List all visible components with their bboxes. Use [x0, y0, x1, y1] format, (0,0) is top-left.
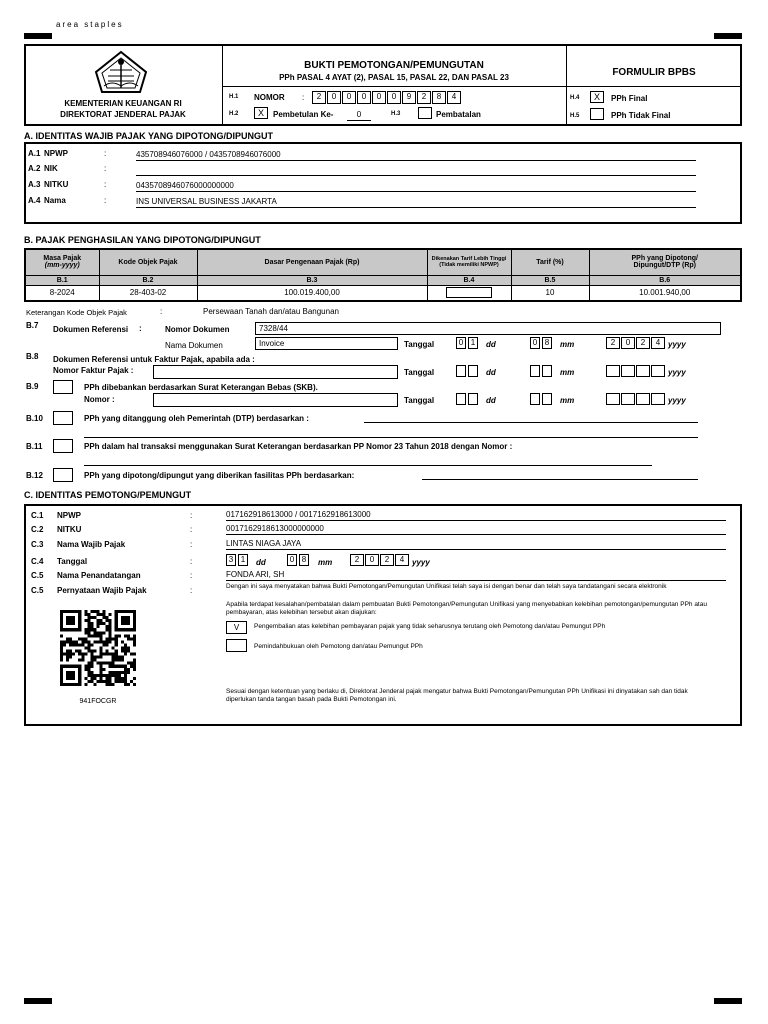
dd-label: dd	[486, 340, 496, 349]
pembetulan-underline	[347, 120, 371, 121]
section-c-underline	[226, 520, 726, 521]
section-a-value: 0435708946076000000000	[136, 181, 234, 190]
date-dd-digit[interactable]	[468, 365, 478, 377]
c5-code: C.5	[31, 571, 44, 580]
col-pph-header: PPh yang Dipotong/ Dipungut/DTP (Rp)	[589, 249, 741, 275]
option1-mark: V	[233, 623, 240, 632]
pph-tidak-final-checkbox[interactable]	[590, 108, 604, 120]
c4-label: Tanggal	[57, 557, 88, 566]
pembatalan-checkbox[interactable]	[418, 107, 432, 119]
yyyy-label: yyyy	[668, 396, 686, 405]
c4-yyyy-digit[interactable]: 0	[365, 554, 379, 566]
c4-yyyy-digit[interactable]: 2	[380, 554, 394, 566]
date-mm-digit[interactable]	[530, 393, 540, 405]
footer-note: Sesuai dengan ketentuan yang berlaku di, Direktorat Jenderal pajak mengatur bahwa Bukti Pemotongan/Pemungutan PPh Unifikasi ini dinyatakan sah dan tidak diperlukan tanda tangan basah pada Bukti Pemotongan ini.	[226, 688, 688, 703]
yyyy-label: yyyy	[412, 558, 430, 567]
section-c-label: Nama Wajib Pajak	[57, 540, 126, 549]
dasar-value: 100.019.400,00	[197, 285, 427, 301]
c4-yyyy-digit[interactable]: 4	[395, 554, 409, 566]
masa-header-sub: (mm-yyyy)	[44, 262, 80, 270]
date-yyyy-digit[interactable]: 4	[651, 337, 665, 349]
date-yyyy-digit[interactable]	[621, 393, 635, 405]
nomor-label: NOMOR	[254, 93, 285, 102]
pph-final-mark: X	[593, 92, 600, 102]
date-yyyy-digit[interactable]	[606, 365, 620, 377]
date-dd-digit[interactable]: 1	[468, 337, 478, 349]
statement-1: Dengan ini saya menyatakan bahwa Bukti Pemotongan/Pemungutan Unifikasi telah saya isi dengan benar dan telah saya tandatangani secara elektronik	[226, 583, 667, 590]
c5-label: Nama Penandatangan	[57, 571, 141, 580]
mm-label: mm	[560, 396, 575, 405]
dikenakan-checkbox[interactable]	[446, 287, 492, 298]
tax-table-header-row	[25, 249, 741, 275]
b12-line	[422, 479, 698, 480]
date-yyyy-digit[interactable]	[606, 393, 620, 405]
nomor-digit: 0	[357, 91, 371, 104]
c5-value: FONDA ARI, SH	[226, 570, 285, 579]
keterangan-colon: :	[160, 307, 163, 316]
section-a-value: INS UNIVERSAL BUSINESS JAKARTA	[136, 197, 277, 206]
section-a-underline	[136, 191, 696, 192]
section-c-underline	[226, 534, 726, 535]
b8-text: Dokumen Referensi untuk Faktur Pajak, apabila ada :	[53, 355, 255, 364]
pph-final-label: PPh Final	[611, 94, 648, 103]
section-c-value: 0017162918613000000000	[226, 524, 324, 533]
dd-label: dd	[256, 558, 266, 567]
b10-checkbox[interactable]	[53, 411, 73, 425]
code-b4: B.4	[427, 275, 511, 285]
b11-checkbox[interactable]	[53, 439, 73, 453]
c5-underline	[226, 580, 726, 581]
nomor-digit: 0	[387, 91, 401, 104]
section-b-title: B. PAJAK PENGHASILAN YANG DIPOTONG/DIPUNGUT	[24, 235, 261, 245]
section-c-code: C.3	[31, 540, 44, 549]
b8-code: B.8	[26, 352, 39, 361]
staples-area-label: area staples	[56, 20, 124, 29]
section-a-code: A.2	[28, 164, 41, 173]
date-yyyy-digit[interactable]	[636, 365, 650, 377]
section-c-value: 017162918613000 / 0017162918613000	[226, 510, 371, 519]
tax-table-code-row	[25, 275, 741, 285]
date-yyyy-digit[interactable]	[636, 393, 650, 405]
nomor-dokumen-label: Nomor Dokumen	[165, 325, 230, 334]
statement-2: Apabila terdapat kesalahan/pembatalan dalam pembuatan Bukti Pemotongan/Pemungutan Unifikasi yang menyebabkan kelebihan pemotongan/pemungutan PPh atau pembayaran, atas kelebihan tersebut akan diajukan:	[226, 601, 707, 616]
b12-checkbox[interactable]	[53, 468, 73, 482]
date-yyyy-digit[interactable]	[621, 365, 635, 377]
h3-code: H.3	[391, 111, 401, 117]
b7-tanggal-label: Tanggal	[404, 340, 435, 349]
c5-colon: :	[190, 571, 193, 580]
h5-code: H.5	[570, 113, 580, 119]
dok-ref-colon: :	[139, 324, 142, 333]
b9-code: B.9	[26, 382, 39, 391]
kode-value: 28-403-02	[99, 285, 197, 301]
date-dd-digit[interactable]	[456, 365, 466, 377]
date-mm-digit[interactable]: 0	[530, 337, 540, 349]
nomor-digit: 0	[372, 91, 386, 104]
section-a-label: NPWP	[44, 149, 68, 158]
date-yyyy-digit[interactable]: 2	[636, 337, 650, 349]
option1-checkbox[interactable]	[226, 621, 247, 634]
mm-label: mm	[560, 340, 575, 349]
header-hline	[222, 86, 742, 87]
h2-code: H.2	[229, 111, 239, 117]
section-a-box	[24, 142, 742, 224]
pembetulan-label: Pembetulan Ke-	[273, 110, 334, 119]
dok-ref-label: Dokumen Referensi	[53, 325, 129, 334]
form-title: BUKTI PEMOTONGAN/PEMUNGUTAN	[304, 60, 484, 71]
section-a-colon: :	[104, 196, 107, 205]
section-c-code: C.2	[31, 525, 44, 534]
section-a-colon: :	[104, 149, 107, 158]
mm-label: mm	[318, 558, 333, 567]
pph-final-checkbox[interactable]	[590, 91, 604, 103]
option1-text: Pengembalian atas kelebihan pembayaran pajak yang tidak seharusnya terutang oleh Pemotong dan/atau Pemungut PPh	[254, 623, 606, 630]
section-c-underline	[226, 549, 726, 550]
nomor-digit: 0	[327, 91, 341, 104]
section-a-title: A. IDENTITAS WAJIB PAJAK YANG DIPOTONG/DIPUNGUT	[24, 131, 274, 141]
nama-dokumen-field[interactable]	[255, 337, 398, 350]
header-divider-left	[222, 44, 223, 126]
b9-text: PPh dibebankan berdasarkan Surat Keterangan Bebas (SKB).	[84, 383, 318, 392]
date-yyyy-digit[interactable]: 2	[606, 337, 620, 349]
section-c-code: C.1	[31, 511, 44, 520]
nama-dokumen-value: Invoice	[259, 339, 285, 348]
b11-code: B.11	[26, 442, 43, 451]
form-subtitle: PPh PASAL 4 AYAT (2), PASAL 15, PASAL 22, DAN PASAL 23	[279, 73, 509, 82]
date-dd-digit[interactable]	[468, 393, 478, 405]
agency-name-line2: DIREKTORAT JENDERAL PAJAK	[60, 110, 186, 119]
date-yyyy-digit[interactable]	[651, 393, 665, 405]
bottom-right-mark	[714, 998, 742, 1004]
c4-yyyy-digit[interactable]: 2	[350, 554, 364, 566]
nomor-digit: 9	[402, 91, 416, 104]
section-a-label: NIK	[44, 164, 58, 173]
b9-nomor-label: Nomor :	[84, 395, 115, 404]
masa-header-label: Masa Pajak	[43, 255, 82, 263]
c6-label: Pernyataan Wajib Pajak	[57, 586, 147, 595]
b12-code: B.12	[26, 471, 43, 480]
pembatalan-label: Pembatalan	[436, 110, 481, 119]
h4-code: H.4	[570, 95, 580, 101]
code-b1: B.1	[25, 275, 99, 285]
nama-dokumen-label: Nama Dokumen	[165, 341, 223, 350]
form-code: FORMULIR BPBS	[612, 67, 696, 78]
nomor-colon: :	[302, 93, 305, 102]
col-dikenakan-header: Dikenakan Tarif Lebih Tinggi (Tidak memiliki NPWP)	[427, 249, 511, 275]
section-c-value: LINTAS NIAGA JAYA	[226, 539, 302, 548]
col-tarif-header: Tarif (%)	[511, 249, 589, 275]
c4-code: C.4	[31, 557, 44, 566]
date-mm-digit[interactable]	[542, 365, 552, 377]
col-masa-header	[25, 249, 99, 275]
b10-line	[364, 422, 698, 423]
b9-checkbox[interactable]	[53, 380, 73, 394]
keterangan-label: Keterangan Kode Objek Pajak	[26, 308, 127, 317]
nomor-digit: 2	[312, 91, 326, 104]
qr-code-icon	[60, 610, 136, 686]
section-a-value: 435708946076000 / 0435708946076000	[136, 150, 281, 159]
yyyy-label: yyyy	[668, 340, 686, 349]
b11-text: PPh dalam hal transaksi menggunakan Surat Keterangan berdasarkan PP Nomor 23 Tahun 2018 dengan Nomor :	[84, 442, 513, 451]
b10-line-2	[84, 437, 698, 438]
nomor-digit: 2	[417, 91, 431, 104]
section-c-label: NPWP	[57, 511, 81, 520]
dd-label: dd	[486, 396, 496, 405]
section-a-code: A.4	[28, 196, 41, 205]
section-a-code: A.3	[28, 180, 41, 189]
nomor-faktur-field[interactable]	[153, 365, 398, 379]
code-b6: B.6	[589, 275, 741, 285]
b9-nomor-field[interactable]	[153, 393, 398, 407]
c4-mm-digit[interactable]: 8	[299, 554, 309, 566]
section-a-colon: :	[104, 180, 107, 189]
nomor-faktur-label: Nomor Faktur Pajak :	[53, 366, 134, 375]
dikenakan-cell	[427, 285, 511, 301]
b11-line	[84, 465, 652, 466]
b7-code: B.7	[26, 321, 39, 330]
section-c-colon: :	[190, 540, 193, 549]
date-mm-digit[interactable]	[530, 365, 540, 377]
pembetulan-value: 0	[356, 110, 362, 119]
nomor-digit: 4	[447, 91, 461, 104]
tax-table	[24, 248, 742, 302]
date-dd-digit[interactable]: 0	[456, 337, 466, 349]
option2-text: Pemindahbukuan oleh Pemotong dan/atau Pemungut PPh	[254, 643, 423, 650]
b8-tanggal-label: Tanggal	[404, 368, 435, 377]
nomor-dokumen-value: 7328/44	[259, 324, 288, 333]
b10-code: B.10	[26, 414, 43, 423]
c4-mm-digit[interactable]: 0	[287, 554, 297, 566]
section-c-label: NITKU	[57, 525, 82, 534]
pembetulan-mark: X	[257, 108, 264, 118]
section-a-code: A.1	[28, 149, 41, 158]
yyyy-label: yyyy	[668, 368, 686, 377]
b12-text: PPh yang dipotong/dipungut yang diberikan fasilitas PPh berdasarkan:	[84, 471, 355, 480]
b9-tanggal-label: Tanggal	[404, 396, 435, 405]
tarif-value: 10	[511, 285, 589, 301]
keterangan-value: Persewaan Tanah dan/atau Bangunan	[203, 307, 339, 316]
ministry-emblem-icon	[90, 50, 152, 96]
agency-name-line1: KEMENTERIAN KEUANGAN RI	[64, 99, 182, 108]
top-right-mark	[714, 33, 742, 39]
c4-dd-digit[interactable]: 3	[226, 554, 236, 566]
qr-code-text: 941FOCGR	[79, 698, 117, 705]
pph-tidak-final-label: PPh Tidak Final	[611, 111, 671, 120]
bottom-left-mark	[24, 998, 52, 1004]
date-dd-digit[interactable]	[456, 393, 466, 405]
date-mm-digit[interactable]: 8	[542, 337, 552, 349]
masa-value: 8-2024	[25, 285, 99, 301]
c6-colon: :	[190, 586, 193, 595]
c6-code: C.5	[31, 586, 44, 595]
section-a-label: NITKU	[44, 180, 69, 189]
h1-code: H.1	[229, 94, 239, 100]
mm-label: mm	[560, 368, 575, 377]
col-dasar-header: Dasar Pengenaan Pajak (Rp)	[197, 249, 427, 275]
pembetulan-checkbox[interactable]	[254, 107, 268, 119]
col-kode-header: Kode Objek Pajak	[99, 249, 197, 275]
nomor-digit: 0	[342, 91, 356, 104]
dd-label: dd	[486, 368, 496, 377]
nomor-dokumen-field[interactable]	[255, 322, 721, 335]
section-c-colon: :	[190, 525, 193, 534]
nomor-digit: 8	[432, 91, 446, 104]
date-mm-digit[interactable]	[542, 393, 552, 405]
section-a-underline	[136, 160, 696, 161]
code-b5: B.5	[511, 275, 589, 285]
c4-colon: :	[190, 557, 193, 566]
option2-checkbox[interactable]	[226, 639, 247, 652]
b10-text: PPh yang ditanggung oleh Pemerintah (DTP) berdasarkan :	[84, 414, 309, 423]
section-a-label: Nama	[44, 196, 66, 205]
tax-table-data-row	[25, 285, 741, 301]
top-left-mark	[24, 33, 52, 39]
section-a-colon: :	[104, 164, 107, 173]
section-a-underline	[136, 175, 696, 176]
c4-dd-digit[interactable]: 1	[238, 554, 248, 566]
pph-value: 10.001.940,00	[589, 285, 741, 301]
code-b3: B.3	[197, 275, 427, 285]
section-a-underline	[136, 207, 696, 208]
header-divider-right	[566, 44, 567, 126]
section-c-colon: :	[190, 511, 193, 520]
date-yyyy-digit[interactable]	[651, 365, 665, 377]
section-c-title: C. IDENTITAS PEMOTONG/PEMUNGUT	[24, 490, 192, 500]
code-b2: B.2	[99, 275, 197, 285]
date-yyyy-digit[interactable]: 0	[621, 337, 635, 349]
